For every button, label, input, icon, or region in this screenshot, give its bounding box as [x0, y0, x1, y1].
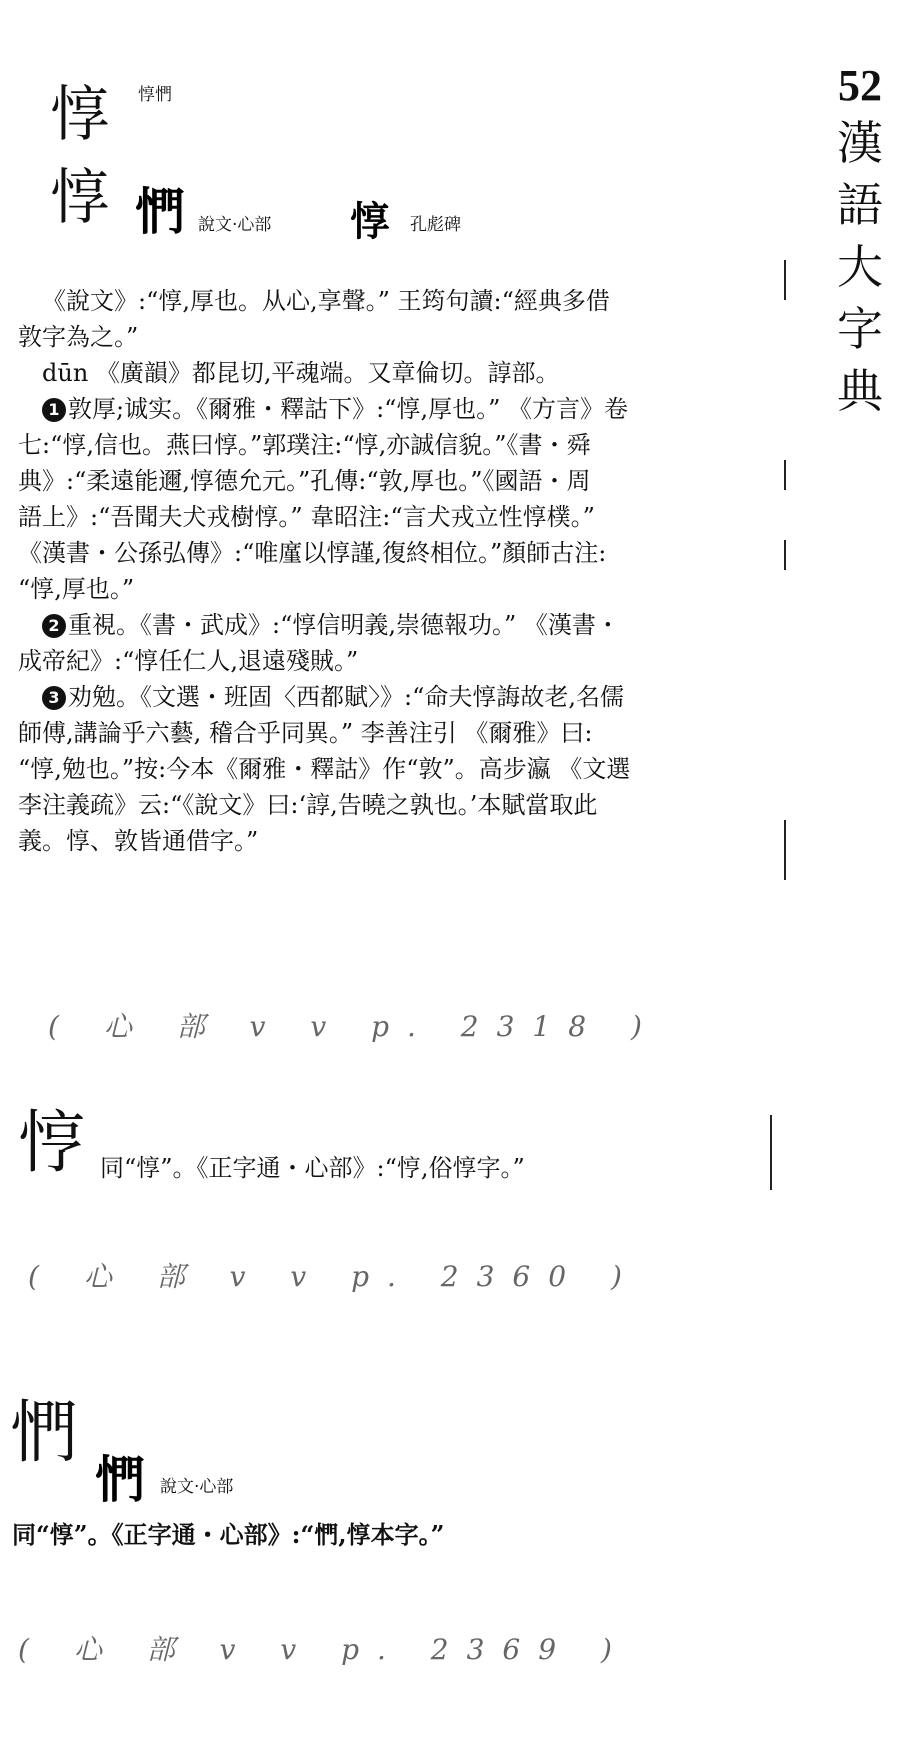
- body-line: 《漢書・公孫弘傳》:“唯廑以惇謹,復終相位。”顏師古注:: [18, 539, 607, 567]
- entry1-handwritten-note: ( 心 部 v v p. 2318 ): [48, 1010, 660, 1043]
- body-line: 李注義疏》云:“《說文》曰:‘諄,告曉之孰也。’本賦當取此: [18, 791, 598, 819]
- entry1-seal-label: 說文·心部: [198, 215, 272, 235]
- body-line: 1 敦厚;诚实。《爾雅・釋詁下》:“惇,厚也。” 《方言》卷: [18, 391, 788, 427]
- body-line: 《說文》:“惇,厚也。从心,享聲。” 王筠句讀:“經典多借: [42, 287, 610, 315]
- entry1-head-char: 惇: [50, 80, 110, 150]
- body-line: 語上》:“吾聞夫犬戎樹惇。” 韋昭注:“言犬戎立性惇樸。”: [18, 503, 595, 531]
- sense-number-mark: 2: [42, 614, 66, 638]
- entry3-head-char: 㥃: [10, 1394, 79, 1473]
- seal-script-glyph: 㥃: [95, 1451, 145, 1509]
- entry1-head-char2: 惇: [50, 163, 110, 233]
- title-char: 典: [837, 364, 883, 418]
- margin-line: [770, 1115, 772, 1190]
- entry2-text: 同“惇”。《正字通・心部》:“悙,俗惇字。”: [100, 1154, 525, 1182]
- title-char: 字: [837, 302, 883, 356]
- page-number: 52: [838, 61, 882, 110]
- sense-number-mark: 1: [42, 398, 66, 422]
- body-line: 成帝紀》:“惇任仁人,退遠殘賊。”: [18, 647, 359, 675]
- sense-number-mark: 3: [42, 686, 66, 710]
- body-line: 師傅,講論乎六藝, 稽合乎同異。” 李善注引 《爾雅》曰:: [18, 719, 593, 747]
- body-line: 敦字為之。”: [18, 323, 139, 351]
- body-line: 義。惇、敦皆通借字。”: [18, 827, 259, 855]
- body-line: “惇,厚也。”: [18, 575, 135, 603]
- seal-script-glyph: 㥃: [135, 183, 185, 241]
- entry3-seal-label: 說文·心部: [160, 1477, 234, 1497]
- body-line: 典》:“柔遠能邇,惇德允元。”孔傳:“敦,厚也。”《國語・周: [18, 467, 591, 495]
- entry2-handwritten-note: ( 心 部 v v p. 2360 ): [28, 1260, 640, 1293]
- body-line: 3 劝勉。《文選・班固〈西都賦〉》:“命夫惇誨故老,名儒: [18, 679, 788, 715]
- title-char: 漢: [837, 116, 883, 170]
- entry1-body: [18, 283, 788, 859]
- entry2-head-char: 悙: [18, 1104, 87, 1183]
- clerical-script-glyph: 惇: [350, 199, 390, 245]
- entry1-seal2-label: 孔彪碑: [410, 215, 461, 235]
- title-char: 大: [837, 240, 883, 294]
- dictionary-side-title: [820, 60, 900, 422]
- body-line: 七:“惇,信也。燕曰惇。”郭璞注:“惇,亦誠信貌。”《書・舜: [18, 431, 591, 459]
- title-char: 語: [837, 178, 883, 232]
- entry3-text: 同“惇”。《正字通・心部》:“㥃,惇本字。”: [12, 1520, 445, 1549]
- entry3-handwritten-note: ( 心 部 v v p. 2369 ): [18, 1633, 630, 1666]
- body-line: “惇,勉也。”按:今本《爾雅・釋詁》作“敦”。高步瀛 《文選: [18, 755, 631, 783]
- body-line: 2 重視。《書・武成》:“惇信明義,崇德報功。” 《漢書・: [18, 607, 788, 643]
- entry1-head-variants: 惇㥃: [138, 85, 172, 105]
- body-line: dūn 《廣韻》都昆切,平魂端。又章倫切。諄部。: [42, 359, 560, 387]
